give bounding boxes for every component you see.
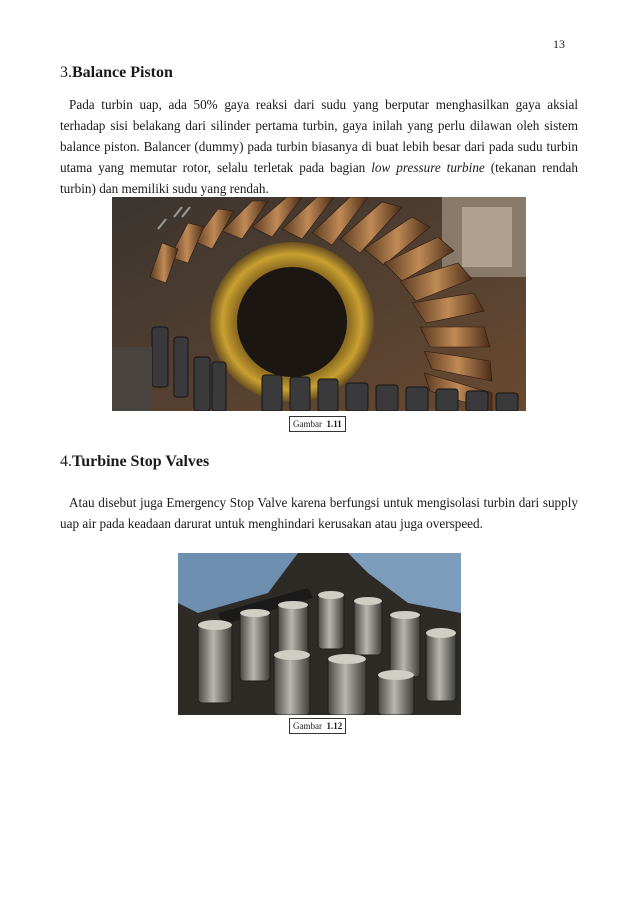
paragraph-text-end: (tekanan rendah turbin) dan memiliki sudu yang rendah. xyxy=(60,160,578,196)
section-heading-turbine-stop-valves xyxy=(60,453,209,471)
paragraph-italic-term: low pressure turbine xyxy=(371,160,485,175)
paragraph-turbine-stop-valves: Atau disebut juga Emergency Stop Valve karena berfungsi untuk mengisolasi turbin dari supply uap air pada keadaan darurat untuk menghindari kerusakan atau juga overspeed. xyxy=(60,495,578,531)
caption-number: 1.12 xyxy=(326,721,343,731)
section-number: 3. xyxy=(60,64,72,81)
caption-number: 1.11 xyxy=(326,419,342,429)
section-title: Turbine Stop Valves xyxy=(72,453,210,470)
page-number: 13 xyxy=(553,37,565,51)
caption-label: Gambar xyxy=(293,721,322,731)
caption-label: Gambar xyxy=(293,419,322,429)
turbine-rotor-illustration xyxy=(112,197,526,411)
section-heading-balance-piston xyxy=(60,64,173,82)
stop-valves-photo xyxy=(178,553,461,715)
turbine-rotor-photo xyxy=(112,197,526,411)
stop-valves-illustration xyxy=(178,553,461,715)
section-number: 4. xyxy=(60,453,72,470)
paragraph-balance-piston xyxy=(60,94,578,199)
paragraph-text-start: Pada turbin uap, ada 50% gaya reaksi dari sudu yang berputar menghasilkan gaya aksial terhadap sisi belakang dari silinder pertama turbin, gaya inilah yang perlu dilawan oleh sistem balance piston. Balancer (dummy) pada turbin biasanya di buat lebih besar dari pada sudu turbin utama yang memutar rotor, selalu terletak pada bagian xyxy=(60,97,578,175)
figure-caption-1-11 xyxy=(289,416,346,432)
figure-caption-1-12 xyxy=(289,718,346,734)
section-title: Balance Piston xyxy=(72,64,173,81)
